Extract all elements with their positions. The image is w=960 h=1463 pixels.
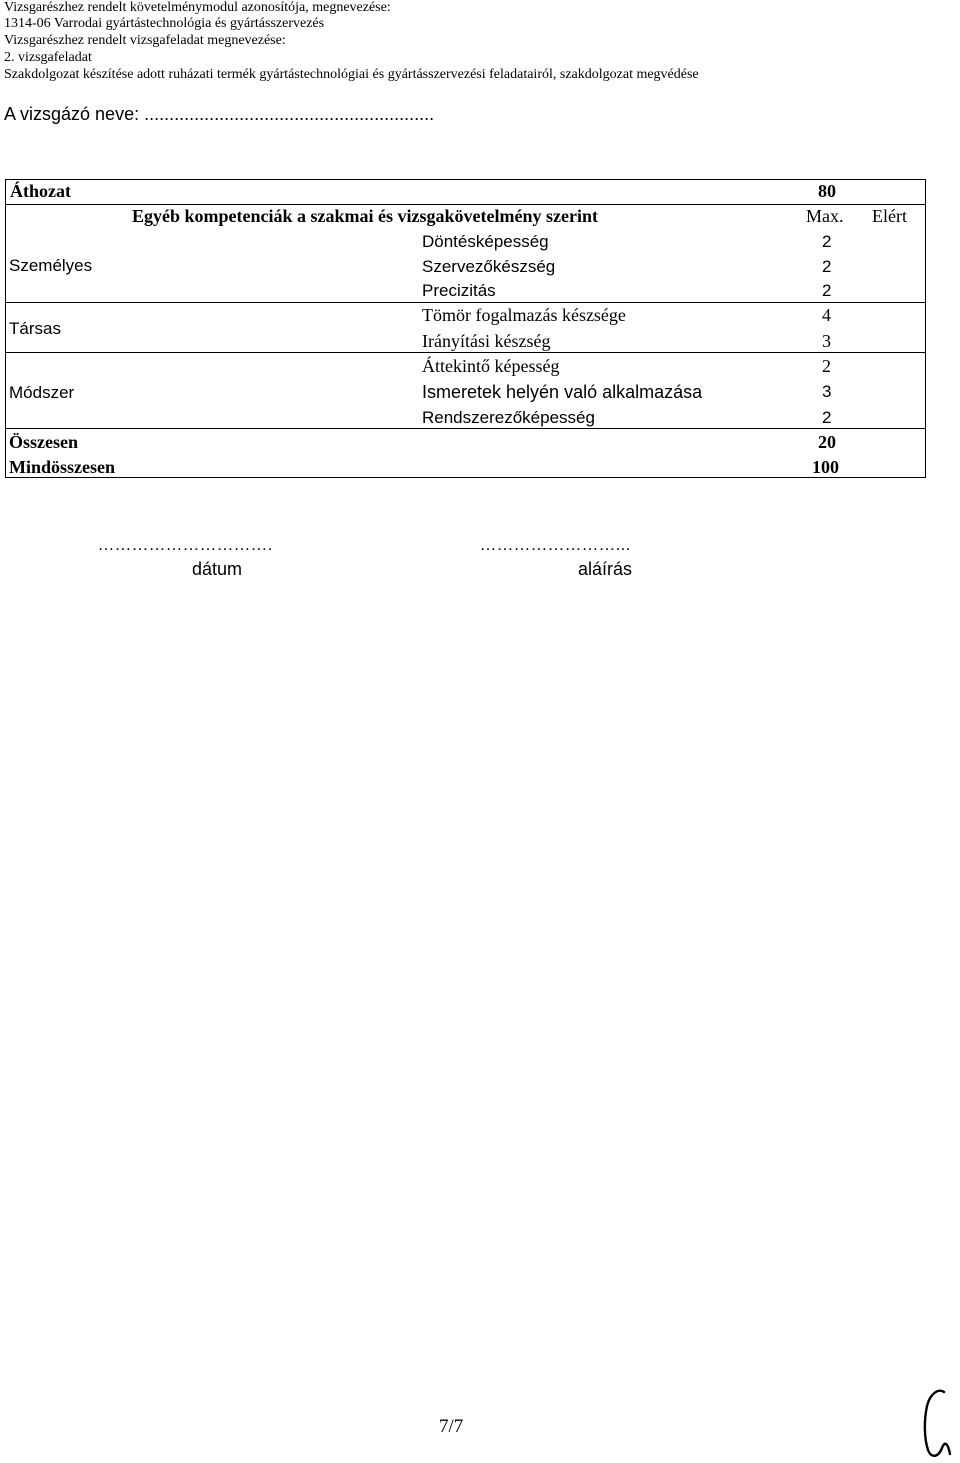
criterion-max: 2 (822, 356, 831, 376)
date-label: dátum (192, 559, 243, 579)
group-personal: Személyes (9, 256, 93, 275)
candidate-name-line: A vizsgázó neve: .......................................................... (4, 104, 435, 124)
criterion-label: Precizitás (422, 281, 496, 300)
criterion-label: Tömör fogalmazás készsége (422, 305, 626, 325)
group-method: Módszer (9, 383, 75, 402)
divider (6, 302, 925, 303)
criterion-label: Ismeretek helyén való alkalmazása (422, 382, 703, 402)
carried-over-value: 80 (818, 181, 836, 201)
criterion-max: 2 (822, 257, 832, 276)
criterion-max: 3 (822, 331, 831, 351)
page-number: 7/7 (439, 1416, 464, 1437)
achieved-column-header: Elért (872, 206, 907, 226)
grand-total-label: Mindösszesen (9, 457, 116, 477)
subtotal-label: Összesen (9, 432, 78, 452)
carried-over-label: Áthozat (10, 181, 71, 201)
criterion-max: 4 (822, 305, 831, 325)
signature-label: aláírás (578, 559, 633, 579)
group-social: Társas (9, 319, 61, 338)
criterion-max: 3 (822, 382, 832, 401)
module-name: 1314-06 Varrodai gyártástechnológia és gyártásszervezés (4, 16, 325, 31)
signature-dotted-line: ……………………... (480, 537, 631, 554)
subtotal-value: 20 (818, 432, 836, 452)
exam-task-label: Vizsgarészhez rendelt vizsgafeladat megnevezése: (4, 33, 286, 48)
exam-task-number: 2. vizsgafeladat (4, 50, 92, 65)
scoring-table (5, 179, 926, 478)
exam-task-description: Szakdolgozat készítése adott ruházati termék gyártástechnológiai és gyártásszervezési feladatairól, szakdolgozat megvédése (4, 67, 699, 82)
grand-total-value: 100 (812, 457, 839, 477)
max-column-header: Max. (806, 206, 844, 226)
criterion-label: Szervezőkészség (422, 257, 556, 276)
section-title: Egyéb kompetenciák a szakmai és vizsgakövetelmény szerint (132, 206, 598, 226)
criterion-label: Döntésképesség (422, 232, 549, 251)
divider (6, 204, 925, 205)
divider (6, 428, 925, 429)
divider (6, 352, 925, 353)
criterion-label: Irányítási készség (422, 331, 551, 351)
criterion-max: 2 (822, 408, 832, 427)
handwritten-mark-icon (918, 1386, 954, 1460)
criterion-max: 2 (822, 281, 832, 300)
date-dotted-line: …………………………. (98, 537, 273, 554)
criterion-max: 2 (822, 232, 832, 251)
criterion-label: Rendszerezőképesség (422, 408, 595, 427)
criterion-label: Áttekintő képesség (422, 356, 560, 376)
module-id-label: Vizsgarészhez rendelt követelménymodul azonosítója, megnevezése: (4, 0, 391, 15)
